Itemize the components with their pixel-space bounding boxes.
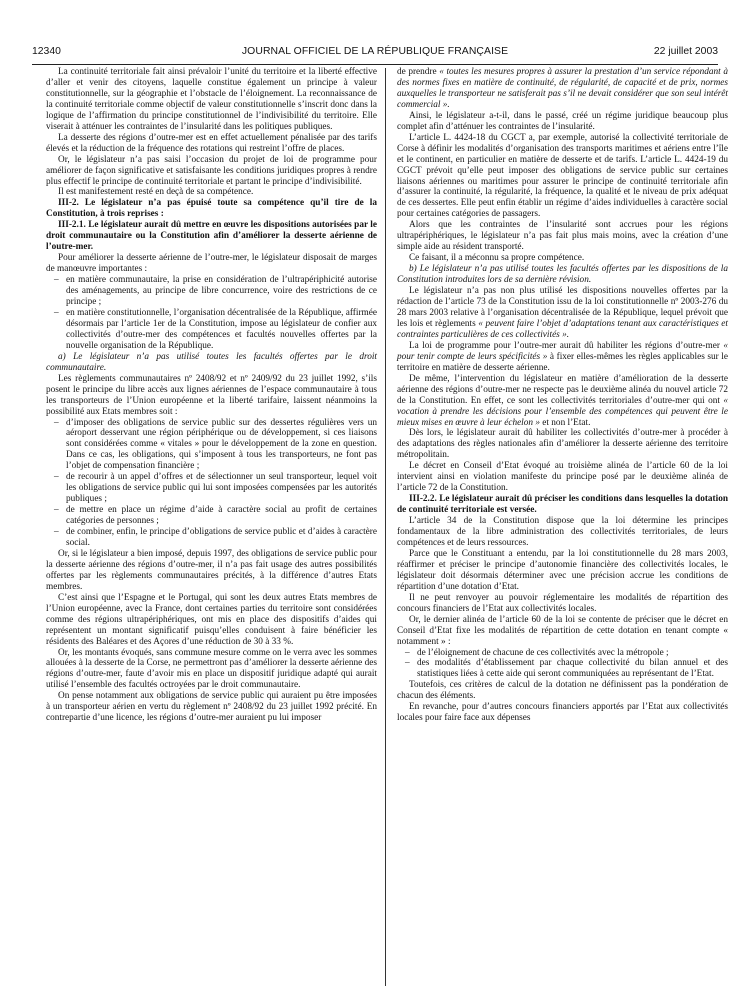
paragraph: En revanche, pour d’autres concours financiers apportés par l’Etat aux collectivités locales pour faire face aux dépenses: [397, 702, 728, 724]
dash-list: [46, 418, 377, 549]
right-column: [397, 67, 728, 724]
paragraph: L’article 34 de la Constitution dispose que la loi détermine les principes fondamentaux de la libre administration des collectivités territoriales, de leurs compétences et de leurs ressources.: [397, 516, 728, 548]
paragraph: Il ne peut renvoyer au pouvoir réglementaire les modalités de répartition des concours financiers de l’Etat aux collectivités locales.: [397, 592, 728, 614]
paragraph: Toutefois, ces critères de calcul de la dotation ne définissent pas la pondération de chacun des éléments.: [397, 680, 728, 702]
journal-title: JOURNAL OFFICIEL DE LA RÉPUBLIQUE FRANÇAISE: [241, 46, 509, 57]
text-run: à fixer elles-mêmes les règles applicables sur le territoire en matière de desserte aérienne.: [397, 351, 728, 373]
paragraph: C’est ainsi que l’Espagne et le Portugal, qui sont les deux autres Etats membres de l’Union européenne, avec la France, dont certaines parties du territoire sont considérées comme des régions ultrapériphériques, ont mis en place des dispositifs d’aides qui représentent un montant significatif puisqu’elles conduisent à faire bénéficier les résidents des Baléares et des Açores d’une réduction de 30 à 33 %.: [46, 592, 377, 647]
paragraph: [397, 286, 728, 341]
column-divider: [385, 68, 386, 986]
list-item: – de mettre en place un régime d’aide à caractère social au profit de certaines catégories de personnes ;: [46, 505, 377, 527]
list-item: – de combiner, enfin, le principe d’obligations de service public et d’aides à caractère social.: [46, 527, 377, 549]
paragraph: Dès lors, le législateur aurait dû habiliter les collectivités d’outre-mer à procéder à des adaptations des règles nationales afin d’améliorer la desserte aérienne des territoire métropolitain.: [397, 428, 728, 461]
paragraph: [397, 341, 728, 374]
paragraph: Parce que le Constituant a entendu, par la loi constitutionnelle du 28 mars 2003, réaffirmer et préciser le principe d’autonomie financière des collectivités locales, le législateur doit désormais déterminer avec une précision accrue les conditions de répartition d’une dotation d’Etat.: [397, 548, 728, 592]
paragraph: [397, 67, 728, 111]
paragraph: La continuité territoriale fait ainsi prévaloir l’unité du territoire et la liberté effective d’aller et venir des citoyens, laquelle constitue également un principe à valeur constitutionnelle, sur la géographie et l’obstacle de l’éloignement. La reconnaissance de la continuité territoriale comme objectif de valeur constitutionnelle s’inscrit donc dans la logique de l’affirmation du principe constitutionnel de l’indivisibilité du territoire. Elle viserait à atténuer les contraintes de l’insularité dans les politiques publiques.: [46, 67, 377, 132]
list-item: – en matière communautaire, la prise en considération de l’ultrapériphicité autorise des aménagements, au principe de libre concurrence, voire des restrictions de ce principe ;: [46, 275, 377, 308]
list-item: – d’imposer des obligations de service public sur des dessertes régulières vers un aéroport desservant une région périphérique ou de développement, si ces liaisons sont considérées comme « vitales » pour le développement de la zone en question. Dans ce cas, les obligations, qui s’imposent à tous les transporteurs, ne font pas l’objet de compensation financière ;: [46, 418, 377, 473]
text-run: Le législateur n’a pas non plus utilisé les dispositions nouvelles offertes par la rédaction de l’article 73 de la Constitution issu de la loi constitutionnelle nº 2003-276 du 28 mars 2003 relative à l’organisation décentralisée de la République, lequel prévoit que les lois et règlements: [397, 286, 728, 329]
italic-text: b) Le législateur n’a pas utilisé toutes les facultés offertes par les dispositions de la Constitution introduites lors de sa dernière révision.: [397, 264, 728, 286]
left-column: [46, 67, 377, 724]
paragraph: Pour améliorer la desserte aérienne de l’outre-mer, le législateur disposait de marges de manœuvre importantes :: [46, 253, 377, 275]
page-header: [32, 46, 718, 60]
italic-subheading: [46, 352, 377, 374]
header-rule: [32, 64, 718, 65]
text-run: De même, l’intervention du législateur en matière d’amélioration de la desserte aérienne des régions d’outre-mer ne respecte pas le deuxième alinéa du nouvel article 72 de la Constitution. En effet, ce sont les collectivités territoriales d’outre-mer qui ont: [397, 373, 728, 406]
list-item: – de l’éloignement de chacune de ces collectivités avec la métropole ;: [397, 648, 728, 659]
italic-text: a) Le législateur n’a pas utilisé toutes les facultés offertes par le droit communautaire.: [46, 351, 377, 373]
page-number: 12340: [32, 46, 61, 57]
paragraph: Or, le législateur n’a pas saisi l’occasion du projet de loi de programme pour améliorer de façon significative et satisfaisante les conditions juridiques propres à rendre plus effectif le principe de continuité territoriale et partant le principe d’indivisibilité.: [46, 154, 377, 187]
text-run: de prendre: [397, 67, 440, 77]
italic-quote: « pour tenir compte de leurs spécificités »: [397, 340, 728, 362]
section-heading: III-2. Le législateur n’a pas épuisé toute sa compétence qu’il tire de la Constitution, à trois reprises :: [46, 198, 377, 220]
paragraph: Le décret en Conseil d’Etat évoqué au troisième alinéa de l’article 60 de la loi intervient ainsi en violation manifeste du principe posé par le deuxième alinéa de l’article 72 de la Constitution.: [397, 461, 728, 494]
subsection-heading: III-2.2. Le législateur aurait dû préciser les conditions dans lesquelles la dotation de continuité territoriale est versée.: [397, 494, 728, 516]
list-item: – de recourir à un appel d’offres et de sélectionner un seul transporteur, lequel voit les obligations de service public qui lui sont imposées compensées par les autorités publiques ;: [46, 472, 377, 505]
italic-subheading: [397, 264, 728, 286]
paragraph: On pense notamment aux obligations de service public qui auraient pu être imposées à un transporteur aérien en vertu du règlement nº 2408/92 du 23 juillet 1992 précité. En contrepartie d’une licence, les régions d’outre-mer auraient pu lui imposer: [46, 691, 377, 724]
paragraph: [397, 374, 728, 429]
italic-quote: « peuvent faire l’objet d’adaptations tenant aux caractéristiques et contraintes particulières de ces collectivités ».: [397, 318, 728, 340]
publication-date: 22 juillet 2003: [653, 46, 718, 57]
italic-quote: « vocation à prendre les décisions pour l’ensemble des compétences qui peuvent être le mieux mises en œuvre à leur échelon »: [397, 395, 728, 428]
paragraph: La desserte des régions d’outre-mer est en effet actuellement pénalisée par des tarifs élevés et la réduction de la fréquence des rotations qui restreint l’offre de places.: [46, 132, 377, 154]
paragraph: Il est manifestement resté en deçà de sa compétence.: [58, 187, 254, 198]
list-item: – en matière constitutionnelle, l’organisation décentralisée de la République, affirmée désormais par l’article 1er de la Constitution, impose au législateur de confier aux collectivités d’outre-mer des compétences et facultés nouvelles offertes par la nouvelle organisation de la République.: [46, 308, 377, 352]
paragraph: Or, le dernier alinéa de l’article 60 de la loi se contente de préciser que le décret en Conseil d’Etat fixe les modalités de répartition de cette dotation en tenant compte « notamment » :: [397, 614, 728, 647]
paragraph: Ce faisant, il a méconnu sa propre compétence.: [409, 253, 585, 264]
subsection-heading: III-2.1. Le législateur aurait dû mettre en œuvre les dispositions autorisées par le droit communautaire ou la Constitution afin d’améliorer la desserte aérienne de l’outre-mer.: [46, 220, 377, 253]
list-item: – des modalités d’établissement par chaque collectivité du bilan annuel et des statistiques liées à cette aide qui seront communiquées au représentant de l’Etat.: [397, 658, 728, 680]
dash-list: [46, 275, 377, 352]
text-run: La loi de programme pour l’outre-mer aurait dû habiliter les régions d’outre-mer: [409, 340, 724, 351]
text-run: et non l’Etat.: [539, 417, 591, 428]
paragraph: Alors que les contraintes de l’insularité sont accrues pour les régions ultrapériphériques, le législateur n’a pas fait plus mais moins, avec la création d’une simple aide au résident transporté.: [397, 220, 728, 253]
paragraph: Les règlements communautaires nº 2408/92 et nº 2409/92 du 23 juillet 1992, s’ils posent le principe du libre accès aux lignes aériennes de l’espace communautaire à tous les transporteurs de l’Union européenne et la liberté tarifaire, laissent néanmoins la possibilité aux Etats membres soit :: [46, 373, 377, 417]
paragraph: Or, les montants évoqués, sans commune mesure comme on le verra avec les sommes allouées à la desserte de la Corse, ne permettront pas d’améliorer la desserte aérienne des régions d’outre-mer, faute d’avoir mis en place un dispositif juridique adapté qui aurait utilisé l’ensemble des facultés octroyées par le droit communautaire.: [46, 647, 377, 691]
italic-quote: « toutes les mesures propres à assurer la prestation d’un service répondant à des normes fixes en matière de continuité, de régularité, de capacité et de prix, normes auxquelles le transporteur ne satisferait pas s’il ne devait considérer que son seul intérêt commercial ».: [397, 67, 728, 110]
paragraph: Or, si le législateur a bien imposé, depuis 1997, des obligations de service public pour la desserte aérienne des régions d’outre-mer, il n’a pas fait usage des autres possibilités offertes par les règlements communautaires précités, à la différence d’autres Etats membres.: [46, 548, 377, 592]
paragraph: L’article L. 4424-18 du CGCT a, par exemple, autorisé la collectivité territoriale de Corse à définir les modalités d’organisation des transports maritimes et aériens entre l’île et le continent, en particulier en matière de desserte et de tarifs. L’article L. 4424-19 du CGCT prévoit qu’elle peut imposer des obligations de service public sur certaines liaisons aériennes ou maritimes pour assurer le principe de continuité territoriale afin d’assurer la continuité, la régularité, la fréquence, la qualité et le niveau de prix adéquat de ces dessertes. Elle peut enfin établir un régime d’aides individuelles à caractère social pour certaines catégories de passagers.: [397, 132, 728, 220]
paragraph: Ainsi, le législateur a-t-il, dans le passé, créé un régime juridique beaucoup plus complet afin d’atténuer les contraintes de l’insularité.: [397, 110, 728, 132]
dash-list: [397, 648, 728, 681]
